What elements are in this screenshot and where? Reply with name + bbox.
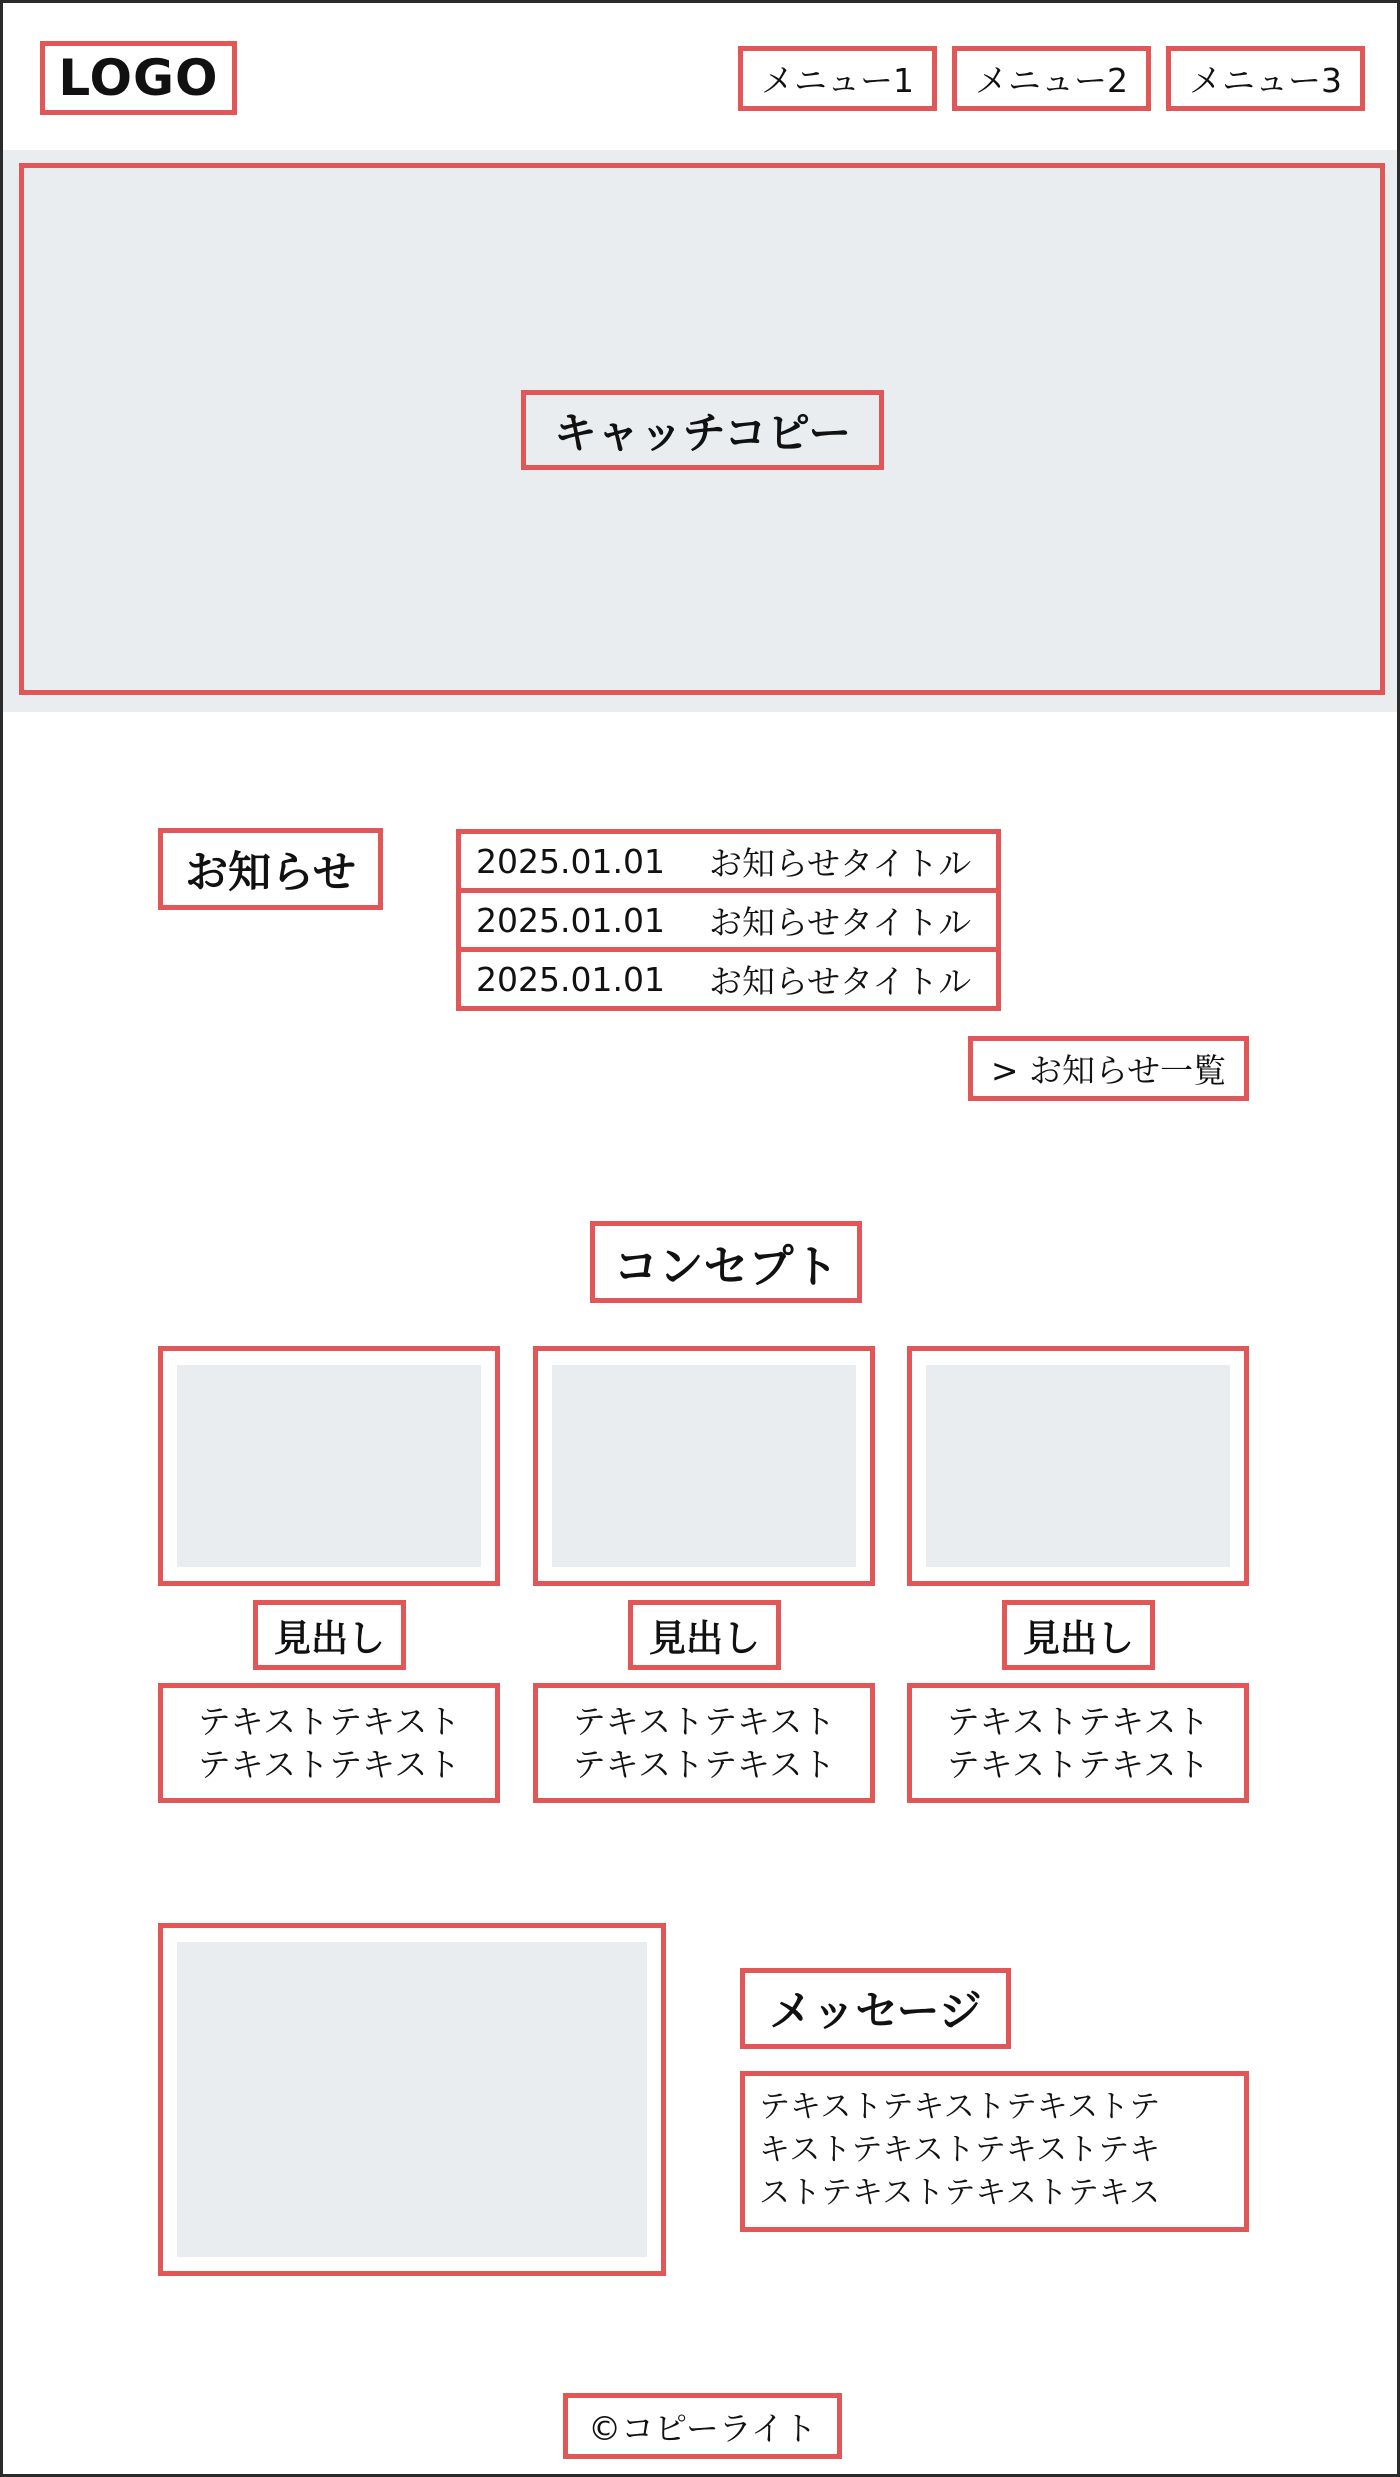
concept-card-text-line: テキストテキスト xyxy=(197,1702,461,1741)
concept-card-image xyxy=(158,1346,500,1586)
message-image xyxy=(158,1923,666,2276)
concept-card-text-line: テキストテキスト xyxy=(572,1702,836,1741)
concept-card-image xyxy=(907,1346,1249,1586)
concept-card-text-line: テキストテキスト xyxy=(946,1702,1210,1741)
news-date: 2025.01.01 xyxy=(476,900,665,940)
concept-card-heading: 見出し xyxy=(628,1600,781,1670)
news-item[interactable] xyxy=(456,947,1001,1011)
news-title: お知らせタイトル xyxy=(708,843,972,883)
concept-heading: コンセプト xyxy=(590,1221,862,1303)
message-text-line: キストテキストテキストテキ xyxy=(759,2132,1161,2168)
message-text xyxy=(740,2071,1249,2232)
image-placeholder xyxy=(177,1942,647,2257)
logo[interactable]: LOGO xyxy=(40,41,237,115)
message-text-line: テキストテキストテキストテ xyxy=(759,2089,1161,2125)
concept-card-text xyxy=(533,1683,875,1803)
concept-card-text xyxy=(158,1683,500,1803)
message-text-line: ストテキストテキストテキス xyxy=(759,2175,1161,2211)
concept-card-heading: 見出し xyxy=(1002,1600,1155,1670)
nav-menu-3[interactable]: メニュー3 xyxy=(1166,46,1365,111)
news-list-link[interactable]: > お知らせ一覧 xyxy=(968,1036,1249,1101)
news-date: 2025.01.01 xyxy=(476,959,665,999)
concept-card-text xyxy=(907,1683,1249,1803)
news-date: 2025.01.01 xyxy=(476,841,665,881)
news-item[interactable] xyxy=(456,888,1001,952)
concept-card-image xyxy=(533,1346,875,1586)
nav-menu-1[interactable]: メニュー1 xyxy=(738,46,937,111)
news-item[interactable] xyxy=(456,829,1001,893)
copyright: ©コピーライト xyxy=(563,2393,842,2459)
message-heading: メッセージ xyxy=(740,1968,1011,2049)
concept-card-text-line: テキストテキスト xyxy=(572,1745,836,1784)
image-placeholder xyxy=(177,1365,481,1567)
news-title: お知らせタイトル xyxy=(708,902,972,942)
concept-card-text-line: テキストテキスト xyxy=(946,1745,1210,1784)
news-heading: お知らせ xyxy=(158,828,383,910)
nav-menu-2[interactable]: メニュー2 xyxy=(952,46,1151,111)
image-placeholder xyxy=(926,1365,1230,1567)
concept-card-text-line: テキストテキスト xyxy=(197,1745,461,1784)
news-title: お知らせタイトル xyxy=(708,961,972,1001)
concept-card-heading: 見出し xyxy=(253,1600,406,1670)
catch-copy: キャッチコピー xyxy=(521,390,884,470)
image-placeholder xyxy=(552,1365,856,1567)
